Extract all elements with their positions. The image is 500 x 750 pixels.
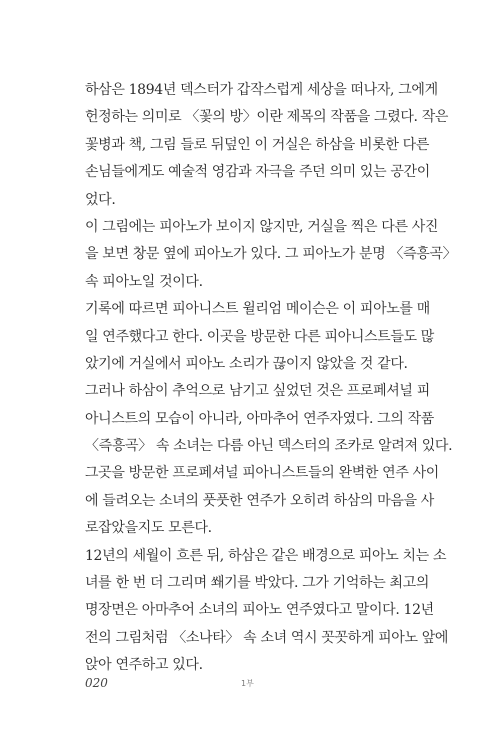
text-line: 앉아 연주하고 있다. [85, 657, 203, 674]
text-line: 12년의 세월이 흐른 뒤, 하삼은 같은 배경으로 피아노 치는 소 [85, 547, 447, 564]
text-line: 〈즉흥곡〉 속 소녀는 다름 아닌 덱스터의 조카로 알려져 있다. [85, 438, 453, 455]
page-number: 020 [85, 676, 108, 690]
text-line: 이 그림에는 피아노가 보이지 않지만, 거실을 찍은 다른 사진 [85, 218, 439, 235]
text-line: 손님들에게도 예술적 영감과 자극을 주던 의미 있는 공간이 [85, 164, 430, 181]
paragraph [85, 77, 449, 214]
paragraph [85, 378, 453, 542]
text-line: 을 보면 창문 옆에 피아노가 있다. 그 피아노가 분명 〈즉흥곡〉 [85, 246, 457, 263]
paragraph [85, 543, 449, 680]
text-line: 명장면은 아마추어 소녀의 피아노 연주였다고 말이다. 12년 [85, 602, 434, 619]
text-line: 헌정하는 의미로 〈꽃의 방〉이란 제목의 작품을 그렸다. 작은 [85, 109, 449, 126]
text-line: 전의 그림처럼 〈소나타〉 속 소녀 역시 꼿꼿하게 피아노 앞에 [85, 629, 449, 646]
text-line: 하삼은 1894년 덱스터가 갑작스럽게 세상을 떠나자, 그에게 [85, 82, 438, 98]
text-line: 꽃병과 책, 그림 들로 뒤덮인 이 거실은 하삼을 비롯한 다른 [85, 136, 430, 153]
text-line: 그곳을 방문한 프로페셔널 피아니스트들의 완벽한 연주 사이 [85, 465, 439, 482]
text-line: 었다. [85, 191, 116, 208]
text-line: 녀를 한 번 더 그리며 쐐기를 박았다. 그가 기억하는 최고의 [85, 575, 430, 592]
text-line: 에 들려오는 소녀의 풋풋한 연주가 오히려 하삼의 마음을 사 [85, 492, 434, 509]
section-label: 1부 [241, 679, 254, 688]
paragraph [85, 214, 457, 296]
text-line: 았기에 거실에서 피아노 소리가 끊이지 않았을 것 같다. [85, 355, 408, 372]
page-footer [85, 676, 417, 696]
text-line: 아니스트의 모습이 아니라, 아마추어 연주자였다. 그의 작품 [85, 410, 434, 427]
text-line: 속 피아노일 것이다. [85, 273, 203, 290]
paragraph [85, 296, 434, 378]
text-line: 로잡았을지도 모른다. [85, 520, 212, 537]
body-text [85, 77, 457, 680]
text-line: 일 연주했다고 한다. 이곳을 방문한 다른 피아니스트들도 많 [85, 328, 434, 345]
text-line: 기록에 따르면 피아니스트 윌리엄 메이슨은 이 피아노를 매 [85, 301, 430, 318]
text-line: 그러나 하삼이 추억으로 남기고 싶었던 것은 프로페셔널 피 [85, 383, 430, 400]
